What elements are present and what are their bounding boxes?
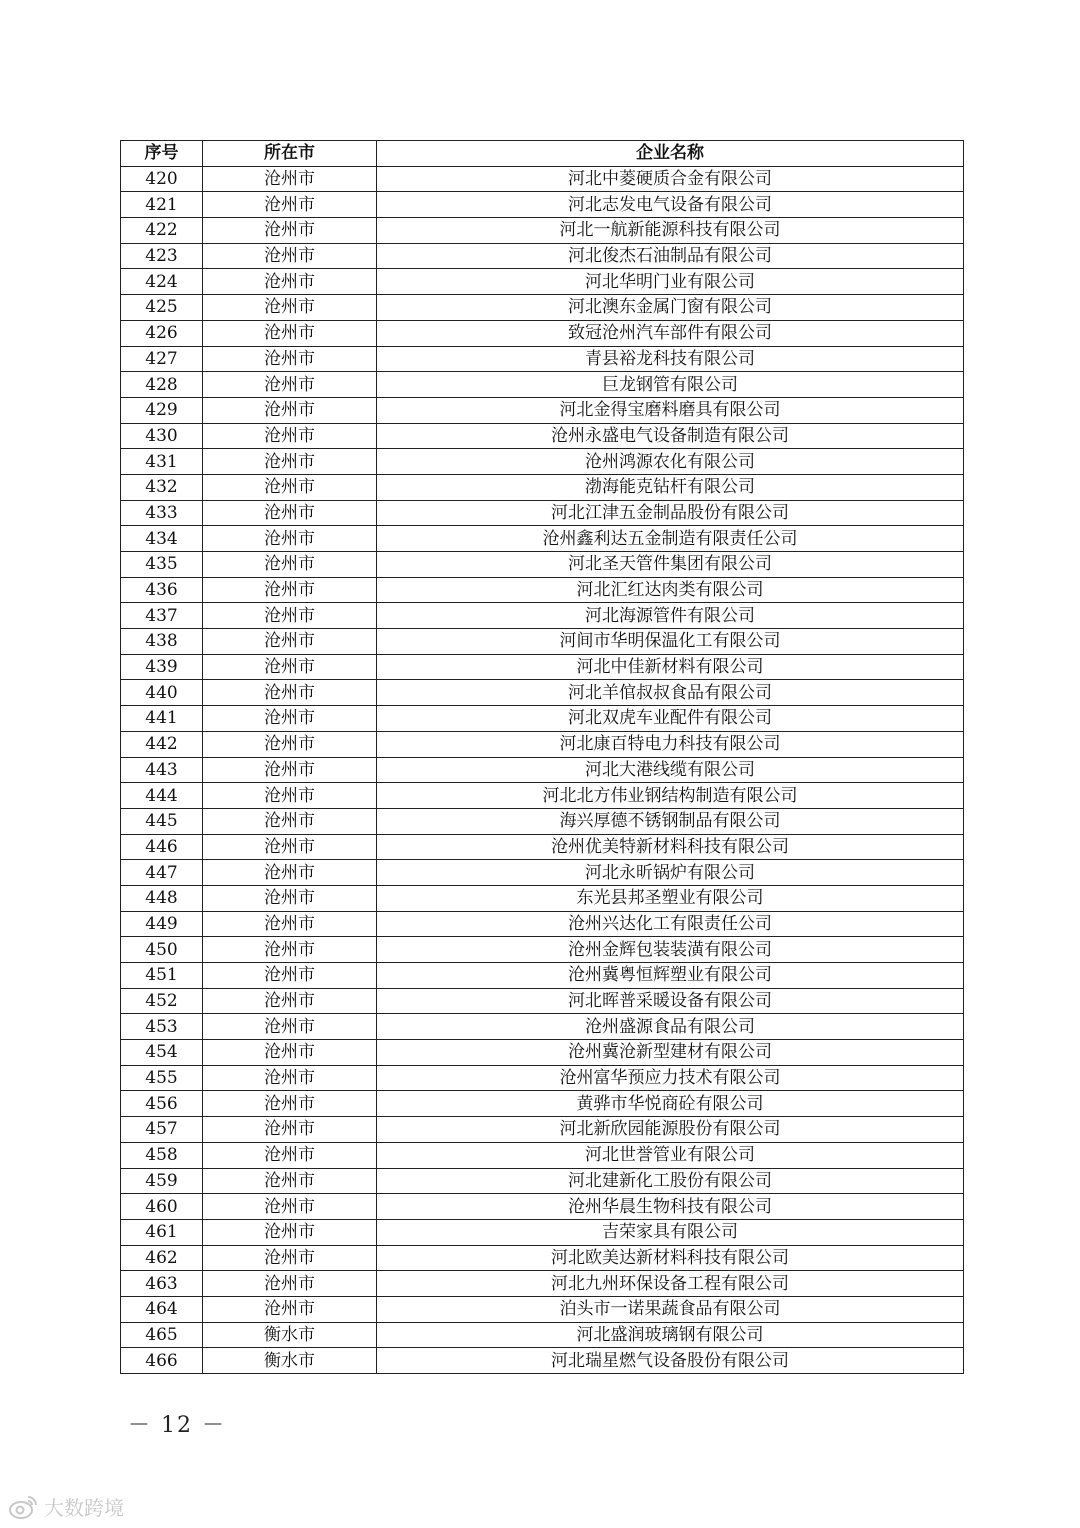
cell-city: 沧州市 <box>203 423 377 449</box>
table-row <box>121 731 964 757</box>
cell-company: 河北志发电气设备有限公司 <box>377 192 964 218</box>
cell-serial: 446 <box>121 834 203 860</box>
cell-city: 沧州市 <box>203 1168 377 1194</box>
table-row <box>121 526 964 552</box>
watermark-text: 大数跨境 <box>44 1496 124 1520</box>
cell-company: 河北盛润玻璃钢有限公司 <box>377 1322 964 1348</box>
cell-city: 沧州市 <box>203 218 377 244</box>
cell-city: 沧州市 <box>203 1040 377 1066</box>
cell-city: 沧州市 <box>203 295 377 321</box>
cell-company: 河北欧美达新材料科技有限公司 <box>377 1245 964 1271</box>
cell-company: 河北九州环保设备工程有限公司 <box>377 1271 964 1297</box>
table-row <box>121 988 964 1014</box>
cell-serial: 449 <box>121 911 203 937</box>
cell-serial: 429 <box>121 397 203 423</box>
cell-city: 沧州市 <box>203 911 377 937</box>
cell-company: 河北世誉管业有限公司 <box>377 1142 964 1168</box>
cell-serial: 434 <box>121 526 203 552</box>
table-row <box>121 1271 964 1297</box>
cell-serial: 433 <box>121 500 203 526</box>
cell-company: 河北汇红达肉类有限公司 <box>377 577 964 603</box>
cell-company: 沧州盛源食品有限公司 <box>377 1014 964 1040</box>
table-row <box>121 474 964 500</box>
cell-serial: 460 <box>121 1194 203 1220</box>
cell-city: 沧州市 <box>203 1065 377 1091</box>
cell-serial: 443 <box>121 757 203 783</box>
table-row <box>121 706 964 732</box>
table-row <box>121 1322 964 1348</box>
cell-city: 沧州市 <box>203 731 377 757</box>
cell-serial: 437 <box>121 603 203 629</box>
cell-serial: 452 <box>121 988 203 1014</box>
cell-city: 沧州市 <box>203 1271 377 1297</box>
table-row <box>121 500 964 526</box>
cell-city: 沧州市 <box>203 474 377 500</box>
cell-serial: 459 <box>121 1168 203 1194</box>
table-header-row <box>121 141 964 167</box>
cell-company: 沧州冀沧新型建材有限公司 <box>377 1040 964 1066</box>
table-row <box>121 885 964 911</box>
cell-serial: 451 <box>121 963 203 989</box>
page-number: － 12 － <box>128 1413 226 1438</box>
cell-serial: 464 <box>121 1296 203 1322</box>
cell-serial: 462 <box>121 1245 203 1271</box>
cell-serial: 441 <box>121 706 203 732</box>
cell-city: 沧州市 <box>203 243 377 269</box>
cell-company: 河北瑞星燃气设备股份有限公司 <box>377 1348 964 1374</box>
cell-serial: 465 <box>121 1322 203 1348</box>
cell-serial: 422 <box>121 218 203 244</box>
cell-serial: 448 <box>121 885 203 911</box>
cell-company: 河北俊杰石油制品有限公司 <box>377 243 964 269</box>
cell-company: 河北中菱硬质合金有限公司 <box>377 166 964 192</box>
cell-serial: 431 <box>121 449 203 475</box>
cell-company: 河北新欣园能源股份有限公司 <box>377 1117 964 1143</box>
cell-company: 沧州鑫利达五金制造有限责任公司 <box>377 526 964 552</box>
table-row <box>121 1065 964 1091</box>
cell-company: 河北双虎车业配件有限公司 <box>377 706 964 732</box>
cell-company: 沧州华晨生物科技有限公司 <box>377 1194 964 1220</box>
table-row <box>121 218 964 244</box>
watermark <box>8 1492 124 1521</box>
cell-city: 沧州市 <box>203 1091 377 1117</box>
table-row <box>121 1296 964 1322</box>
cell-city: 沧州市 <box>203 1219 377 1245</box>
cell-company: 吉荣家具有限公司 <box>377 1219 964 1245</box>
cell-company: 河北圣天管件集团有限公司 <box>377 552 964 578</box>
table-row <box>121 783 964 809</box>
table-row <box>121 243 964 269</box>
cell-serial: 463 <box>121 1271 203 1297</box>
cell-serial: 454 <box>121 1040 203 1066</box>
cell-serial: 442 <box>121 731 203 757</box>
cell-company: 河北金得宝磨料磨具有限公司 <box>377 397 964 423</box>
cell-serial: 436 <box>121 577 203 603</box>
cell-serial: 435 <box>121 552 203 578</box>
table-row <box>121 346 964 372</box>
cell-city: 沧州市 <box>203 963 377 989</box>
table-row <box>121 449 964 475</box>
table-row <box>121 1091 964 1117</box>
cell-company: 河北一航新能源科技有限公司 <box>377 218 964 244</box>
table-row <box>121 1219 964 1245</box>
cell-serial: 450 <box>121 937 203 963</box>
cell-city: 沧州市 <box>203 885 377 911</box>
cell-company: 河北永昕锅炉有限公司 <box>377 860 964 886</box>
cell-serial: 432 <box>121 474 203 500</box>
cell-city: 沧州市 <box>203 757 377 783</box>
cell-serial: 456 <box>121 1091 203 1117</box>
cell-company: 河北海源管件有限公司 <box>377 603 964 629</box>
cell-company: 东光县邦圣塑业有限公司 <box>377 885 964 911</box>
cell-city: 沧州市 <box>203 1117 377 1143</box>
cell-serial: 455 <box>121 1065 203 1091</box>
cell-city: 沧州市 <box>203 192 377 218</box>
cell-serial: 466 <box>121 1348 203 1374</box>
table-row <box>121 860 964 886</box>
cell-company: 河北中佳新材料有限公司 <box>377 654 964 680</box>
cell-serial: 438 <box>121 629 203 655</box>
cell-city: 沧州市 <box>203 397 377 423</box>
cell-company: 河北江津五金制品股份有限公司 <box>377 500 964 526</box>
cell-city: 沧州市 <box>203 783 377 809</box>
cell-city: 沧州市 <box>203 706 377 732</box>
cell-serial: 445 <box>121 808 203 834</box>
cell-city: 沧州市 <box>203 1194 377 1220</box>
cell-city: 沧州市 <box>203 449 377 475</box>
cell-company: 沧州优美特新材料科技有限公司 <box>377 834 964 860</box>
cell-city: 沧州市 <box>203 988 377 1014</box>
cell-serial: 458 <box>121 1142 203 1168</box>
table-row <box>121 834 964 860</box>
cell-company: 河北大港线缆有限公司 <box>377 757 964 783</box>
cell-city: 沧州市 <box>203 1245 377 1271</box>
table-row <box>121 320 964 346</box>
weibo-logo-icon <box>8 1494 38 1520</box>
cell-city: 沧州市 <box>203 937 377 963</box>
cell-city: 沧州市 <box>203 860 377 886</box>
cell-serial: 447 <box>121 860 203 886</box>
cell-company: 河北建新化工股份有限公司 <box>377 1168 964 1194</box>
cell-serial: 421 <box>121 192 203 218</box>
table-row <box>121 1040 964 1066</box>
table-row <box>121 654 964 680</box>
cell-city: 沧州市 <box>203 346 377 372</box>
cell-company: 河间市华明保温化工有限公司 <box>377 629 964 655</box>
table-row <box>121 423 964 449</box>
cell-serial: 426 <box>121 320 203 346</box>
table-row <box>121 552 964 578</box>
cell-company: 沧州兴达化工有限责任公司 <box>377 911 964 937</box>
cell-serial: 444 <box>121 783 203 809</box>
cell-serial: 425 <box>121 295 203 321</box>
header-company: 企业名称 <box>377 141 964 167</box>
table-row <box>121 963 964 989</box>
cell-city: 沧州市 <box>203 269 377 295</box>
cell-city: 衡水市 <box>203 1322 377 1348</box>
cell-company: 渤海能克钻杆有限公司 <box>377 474 964 500</box>
cell-city: 沧州市 <box>203 1296 377 1322</box>
cell-city: 沧州市 <box>203 834 377 860</box>
table-row <box>121 1142 964 1168</box>
cell-company: 河北澳东金属门窗有限公司 <box>377 295 964 321</box>
cell-city: 沧州市 <box>203 1142 377 1168</box>
table-row <box>121 680 964 706</box>
table-row <box>121 372 964 398</box>
table-row <box>121 577 964 603</box>
table-row <box>121 1245 964 1271</box>
cell-serial: 423 <box>121 243 203 269</box>
table-row <box>121 269 964 295</box>
table-row <box>121 937 964 963</box>
cell-serial: 427 <box>121 346 203 372</box>
cell-serial: 428 <box>121 372 203 398</box>
cell-serial: 439 <box>121 654 203 680</box>
cell-city: 沧州市 <box>203 654 377 680</box>
cell-company: 沧州富华预应力技术有限公司 <box>377 1065 964 1091</box>
cell-city: 沧州市 <box>203 526 377 552</box>
cell-city: 沧州市 <box>203 577 377 603</box>
table-row <box>121 1014 964 1040</box>
cell-serial: 440 <box>121 680 203 706</box>
enterprise-table <box>120 140 964 1374</box>
table-row <box>121 629 964 655</box>
cell-city: 沧州市 <box>203 680 377 706</box>
header-city: 所在市 <box>203 141 377 167</box>
table-row <box>121 1117 964 1143</box>
table-row <box>121 1194 964 1220</box>
table-row <box>121 166 964 192</box>
cell-company: 青县裕龙科技有限公司 <box>377 346 964 372</box>
cell-city: 沧州市 <box>203 629 377 655</box>
cell-serial: 457 <box>121 1117 203 1143</box>
table-row <box>121 1348 964 1374</box>
cell-city: 沧州市 <box>203 500 377 526</box>
table-row <box>121 1168 964 1194</box>
cell-city: 沧州市 <box>203 372 377 398</box>
table-row <box>121 911 964 937</box>
cell-company: 沧州鸿源农化有限公司 <box>377 449 964 475</box>
cell-serial: 424 <box>121 269 203 295</box>
cell-company: 致冠沧州汽车部件有限公司 <box>377 320 964 346</box>
table-row <box>121 192 964 218</box>
cell-company: 河北晖普采暖设备有限公司 <box>377 988 964 1014</box>
cell-city: 沧州市 <box>203 808 377 834</box>
cell-serial: 453 <box>121 1014 203 1040</box>
cell-company: 河北北方伟业钢结构制造有限公司 <box>377 783 964 809</box>
cell-company: 沧州永盛电气设备制造有限公司 <box>377 423 964 449</box>
cell-company: 河北康百特电力科技有限公司 <box>377 731 964 757</box>
cell-city: 沧州市 <box>203 1014 377 1040</box>
cell-city: 沧州市 <box>203 603 377 629</box>
cell-city: 沧州市 <box>203 166 377 192</box>
cell-serial: 430 <box>121 423 203 449</box>
cell-company: 海兴厚德不锈钢制品有限公司 <box>377 808 964 834</box>
table-row <box>121 295 964 321</box>
cell-company: 沧州冀粤恒辉塑业有限公司 <box>377 963 964 989</box>
table-row <box>121 757 964 783</box>
cell-company: 黄骅市华悦商砼有限公司 <box>377 1091 964 1117</box>
cell-city: 沧州市 <box>203 552 377 578</box>
cell-serial: 461 <box>121 1219 203 1245</box>
cell-company: 泊头市一诺果蔬食品有限公司 <box>377 1296 964 1322</box>
cell-company: 沧州金辉包装装潢有限公司 <box>377 937 964 963</box>
header-serial: 序号 <box>121 141 203 167</box>
cell-city: 衡水市 <box>203 1348 377 1374</box>
table-row <box>121 397 964 423</box>
cell-company: 巨龙钢管有限公司 <box>377 372 964 398</box>
cell-company: 河北羊倌叔叔食品有限公司 <box>377 680 964 706</box>
table-row <box>121 603 964 629</box>
cell-serial: 420 <box>121 166 203 192</box>
cell-company: 河北华明门业有限公司 <box>377 269 964 295</box>
table-row <box>121 808 964 834</box>
cell-city: 沧州市 <box>203 320 377 346</box>
